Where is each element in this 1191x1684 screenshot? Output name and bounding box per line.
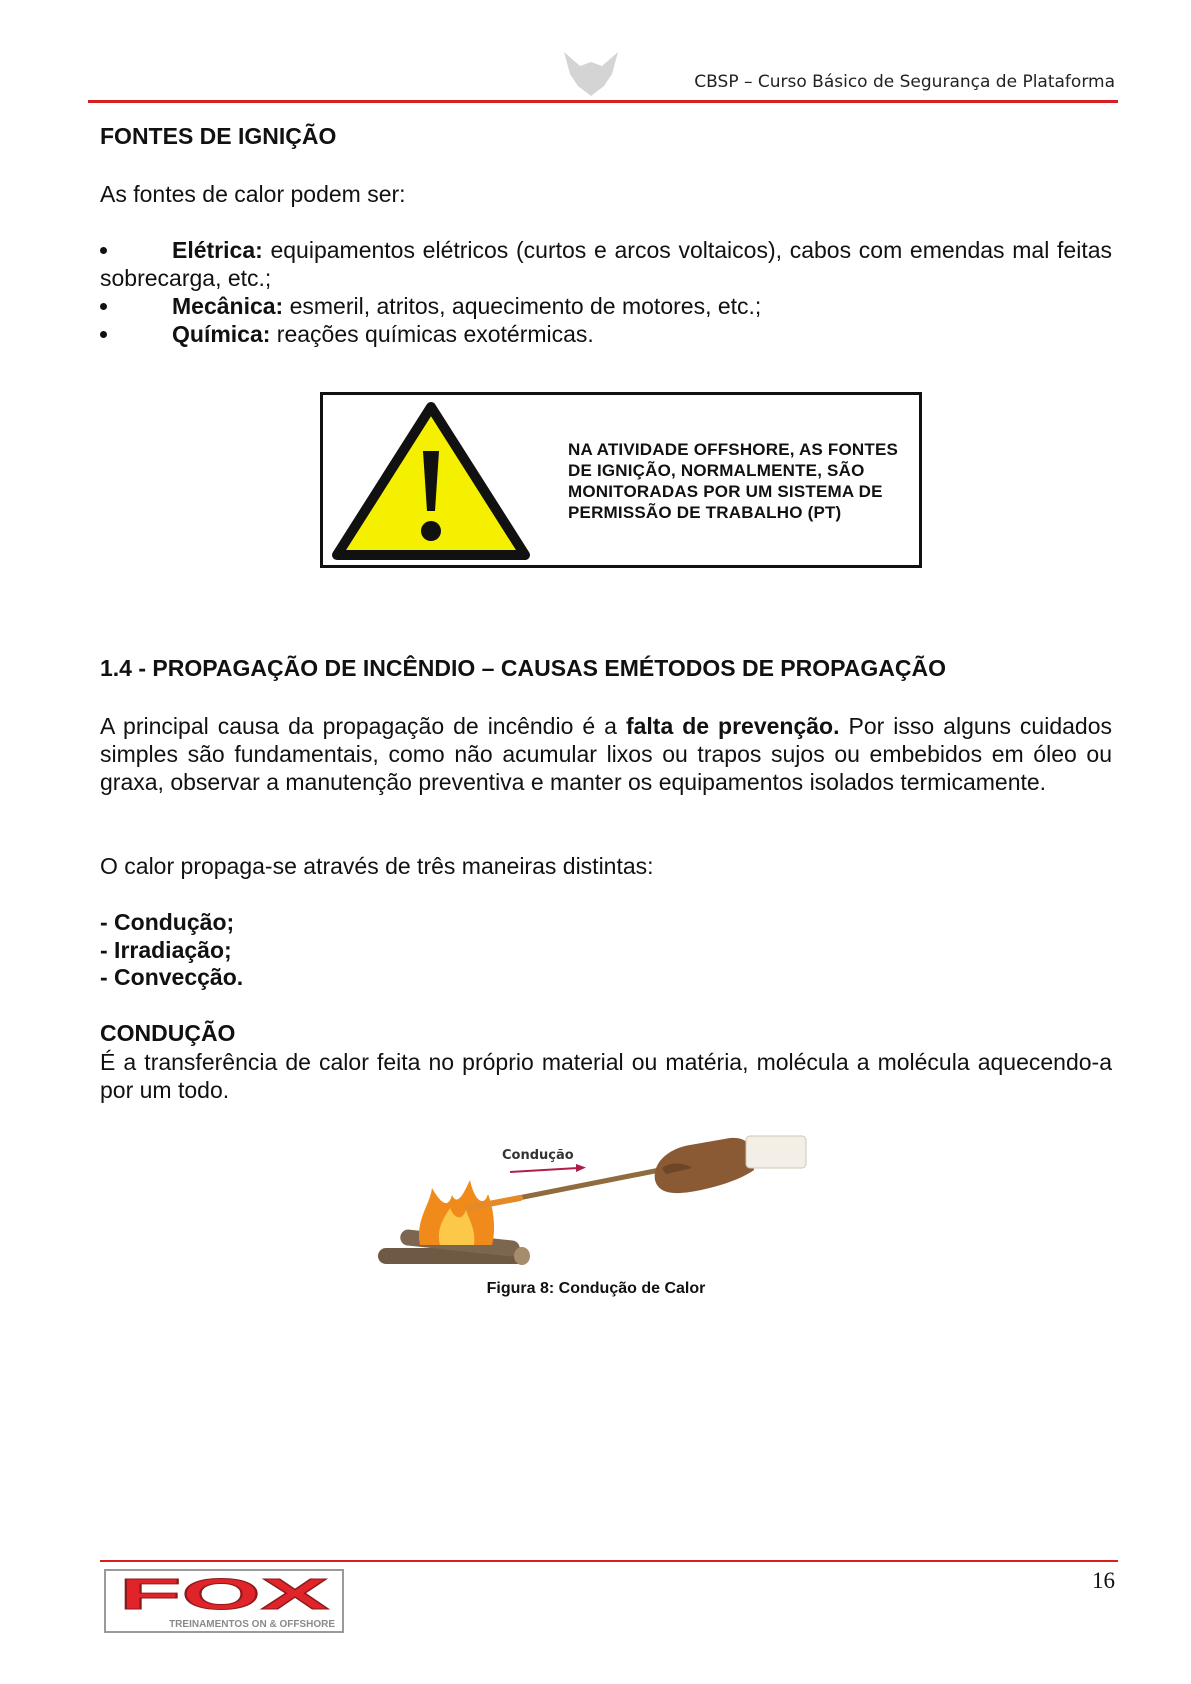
header-title: CBSP – Curso Básico de Segurança de Plataforma xyxy=(694,72,1115,92)
footer-rule xyxy=(100,1560,1118,1562)
fox-head-watermark-icon xyxy=(560,50,622,98)
bullet-dot-icon xyxy=(100,331,107,338)
logo-text: FOX xyxy=(119,1570,329,1619)
fox-brand-logo xyxy=(104,1569,344,1633)
fire-flame-icon xyxy=(419,1180,494,1245)
header-rule xyxy=(88,100,1118,103)
bullet-dot-icon xyxy=(100,247,107,254)
propagation-paragraph-1 xyxy=(100,712,1112,796)
warning-box xyxy=(320,392,922,568)
propagation-paragraph-2: O calor propaga-se através de três maneiras distintas: xyxy=(100,853,654,879)
conduction-paragraph: É a transferência de calor feita no próprio material ou matéria, molécula a molécula aquecendo-a por um todo. xyxy=(100,1049,1112,1103)
heat-method-3: - Convecção. xyxy=(100,964,244,990)
propagation-emphasis: falta de prevenção. xyxy=(625,713,840,739)
ignition-heading: FONTES DE IGNIÇÃO xyxy=(100,123,337,149)
ignition-bullet-electric xyxy=(100,236,1112,292)
ignition-bullet-mechanic xyxy=(100,292,1112,320)
figure-caption: Figura 8: Condução de Calor xyxy=(486,1280,706,1297)
propagation-heading: 1.4 - PROPAGAÇÃO DE INCÊNDIO – CAUSAS EMÉTODOS DE PROPAGAÇÃO xyxy=(100,655,947,681)
ignition-intro: As fontes de calor podem ser: xyxy=(100,181,406,207)
bullet-text: reações químicas exotérmicas. xyxy=(270,321,594,347)
propagation-text-b: Por isso alguns cuidados simples são fundamentais, como não acumular lixos ou trapos sujos ou embebidos em óleo ou graxa, observar a manutenção preventiva e manter os equipamentos isolados termicamente. xyxy=(100,713,1112,795)
ignition-bullet-chemical xyxy=(100,320,1112,348)
warning-text: NA ATIVIDADE OFFSHORE, AS FONTES DE IGNIÇÃO, NORMALMENTE, SÃO MONITORADAS POR UM SISTEMA DE PERMISSÃO DE TRABALHO (PT) xyxy=(568,440,899,522)
propagation-text-a: A principal causa da propagação de incêndio é a xyxy=(100,713,626,739)
page-number: 16 xyxy=(1092,1568,1115,1593)
bullet-dot-icon xyxy=(100,303,107,310)
conduction-label: Condução xyxy=(502,1148,574,1163)
warning-triangle-icon xyxy=(331,399,531,563)
bullet-term: Química: xyxy=(172,321,271,347)
bullet-term: Mecânica: xyxy=(172,293,284,319)
heat-method-2: - Irradiação; xyxy=(100,937,232,963)
bullet-term: Elétrica: xyxy=(172,237,263,263)
conduction-heading: CONDUÇÃO xyxy=(100,1020,236,1046)
logo-subtext: TREINAMENTOS ON & OFFSHORE xyxy=(169,1619,335,1630)
bullet-text: esmeril, atritos, aquecimento de motores, etc.; xyxy=(283,293,762,319)
heat-method-1: - Condução; xyxy=(100,909,235,935)
hand-icon xyxy=(655,1136,806,1193)
conduction-illustration xyxy=(370,1110,830,1280)
bullet-text: equipamentos elétricos (curtos e arcos voltaicos), cabos com emendas mal feitas sobrecarga, etc.; xyxy=(100,237,1112,291)
